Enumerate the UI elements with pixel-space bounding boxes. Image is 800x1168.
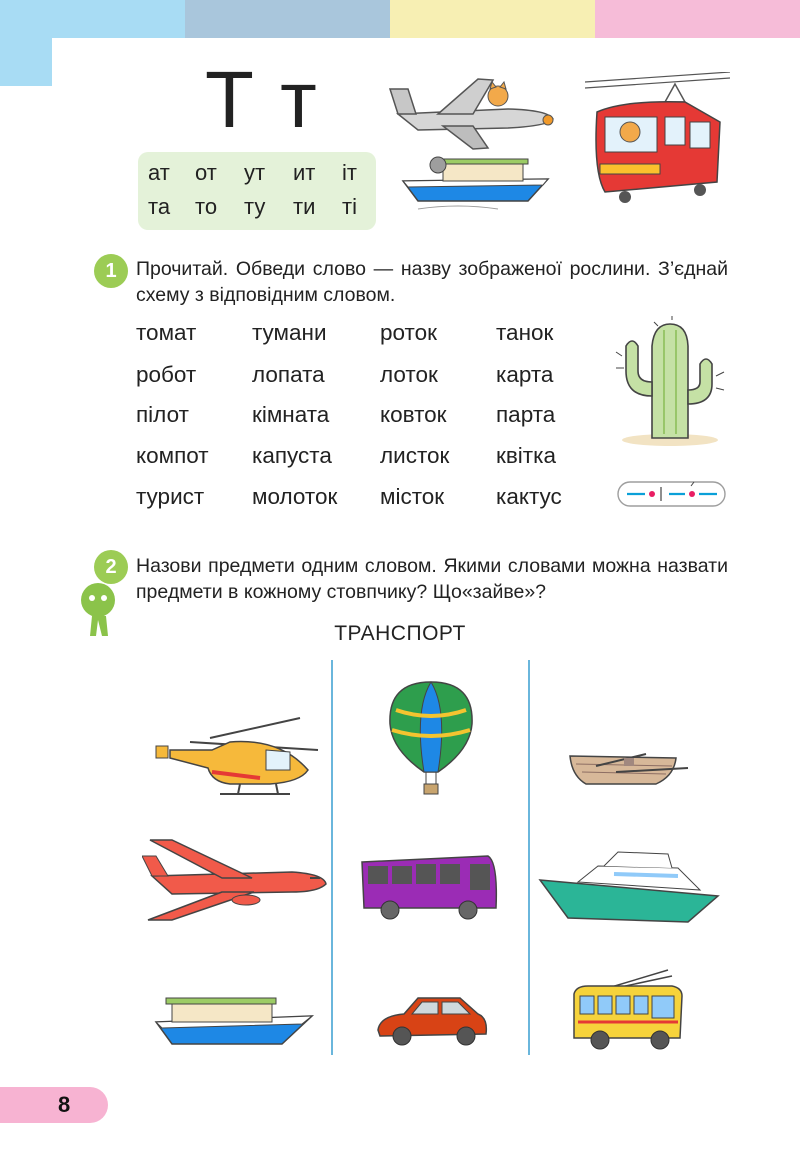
word-option: карта bbox=[496, 362, 554, 387]
syllable-row-2 bbox=[148, 194, 391, 220]
word-option: лопата bbox=[252, 362, 325, 387]
syllable: то bbox=[195, 194, 218, 219]
car-icon bbox=[374, 990, 490, 1050]
section-heading: ТРАНСПОРТ bbox=[334, 622, 466, 645]
task-2-text: Назови предмети одним словом. Якими словами можна назвати предмети в кожному стовпчику? Що«зайве»? bbox=[136, 555, 728, 603]
word-option: молоток bbox=[252, 484, 338, 509]
column-divider-2 bbox=[528, 660, 530, 1055]
motorboat-icon bbox=[152, 992, 316, 1052]
word-option: ковток bbox=[380, 402, 447, 427]
syllable: ти bbox=[293, 194, 316, 219]
column-divider-1 bbox=[331, 660, 333, 1055]
rowboat-icon bbox=[566, 746, 690, 790]
syllable: ат bbox=[148, 160, 170, 185]
yacht-icon bbox=[538, 846, 722, 926]
syllable: ті bbox=[342, 194, 357, 219]
word-option: томат bbox=[136, 320, 197, 345]
syllable-row-1 bbox=[148, 160, 391, 186]
airplane-with-cat-illustration bbox=[388, 74, 558, 154]
airplane-icon bbox=[142, 836, 330, 922]
word-option: квітка bbox=[496, 443, 556, 468]
task-1-text: Прочитай. Обведи слово — назву зображеної рослини. З’єднай схему з відповідним словом. bbox=[136, 258, 728, 306]
task-1-number: 1 bbox=[94, 254, 128, 288]
word-option: місток bbox=[380, 484, 445, 509]
word-option: компот bbox=[136, 443, 209, 468]
word-option: капуста bbox=[252, 443, 332, 468]
word-option: кактус bbox=[496, 484, 562, 509]
top-band-pink bbox=[595, 0, 800, 38]
syllable-box bbox=[138, 152, 376, 230]
letter-heading: Т т bbox=[205, 55, 319, 144]
page-number: 8 bbox=[58, 1092, 71, 1117]
word-option: турист bbox=[136, 484, 205, 509]
cactus-icon bbox=[612, 316, 728, 446]
tram-with-cat-illustration bbox=[585, 72, 730, 212]
top-band-steel bbox=[185, 0, 390, 38]
word-option: тумани bbox=[252, 320, 327, 345]
bus-icon bbox=[358, 852, 500, 922]
syllable: ту bbox=[244, 194, 266, 219]
syllable: іт bbox=[342, 160, 357, 185]
word-option: кімната bbox=[252, 402, 330, 427]
helicopter-icon bbox=[150, 712, 320, 798]
hot-air-balloon-icon bbox=[386, 680, 476, 800]
left-corner-blue bbox=[0, 0, 52, 86]
task-2-number: 2 bbox=[94, 550, 128, 584]
word-option: роток bbox=[380, 320, 437, 345]
word-scheme-diagram bbox=[617, 478, 727, 510]
trolleybus-icon bbox=[568, 966, 692, 1052]
word-option: пілот bbox=[136, 402, 189, 427]
boat-with-mouse-illustration bbox=[398, 153, 558, 213]
page-number-badge bbox=[0, 1087, 108, 1123]
word-option: робот bbox=[136, 362, 197, 387]
syllable: та bbox=[148, 194, 171, 219]
word-option: лоток bbox=[380, 362, 438, 387]
syllable: ит bbox=[293, 160, 316, 185]
syllable: от bbox=[195, 160, 217, 185]
syllable: ут bbox=[244, 160, 266, 185]
word-option: листок bbox=[380, 443, 450, 468]
word-option: танок bbox=[496, 320, 554, 345]
word-option: парта bbox=[496, 402, 556, 427]
top-band-yellow bbox=[390, 0, 595, 38]
